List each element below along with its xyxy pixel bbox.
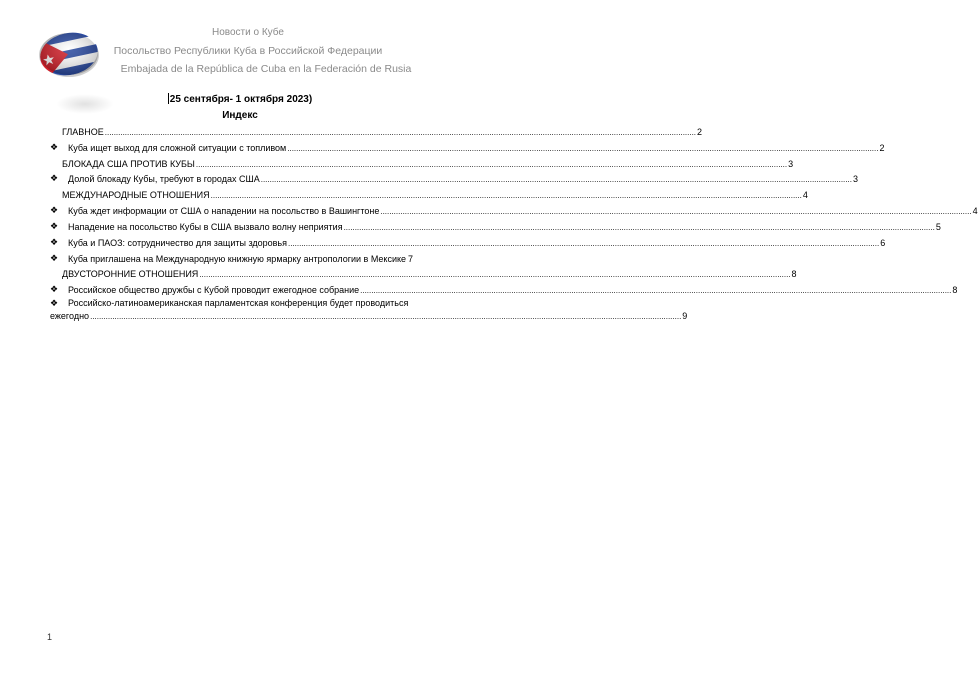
toc-section[interactable]: [62, 126, 703, 138]
header-embassy-ru: Посольство Республики Куба в Российской Федерации: [113, 45, 383, 57]
toc-label: Куба приглашена на Международную книжную ярмарку антропологии в Мексике: [68, 254, 407, 264]
header-embassy-es: Embajada de la República de Cuba en la Federación de Rusia: [120, 63, 412, 75]
toc-leader: ..........................................................................................................................................................................................................................................................................: [210, 191, 802, 200]
toc-leader: ..........................................................................................................................................................................................................................................................................: [288, 239, 880, 248]
toc-page: 8: [791, 269, 797, 279]
bullet-icon: ❖: [50, 253, 59, 263]
toc-page: 9: [682, 311, 688, 321]
toc-label: ГЛАВНОЕ: [62, 127, 104, 137]
toc-label: Куба и ПАОЗ: сотрудничество для защиты здоровья: [68, 238, 287, 248]
toc-item[interactable]: [50, 310, 688, 322]
toc-label: Куба ищет выход для сложной ситуации с топливом: [68, 143, 287, 153]
toc-item[interactable]: [68, 221, 941, 233]
toc-label-line2: ежегодно: [50, 311, 90, 321]
bullet-icon: ❖: [50, 284, 59, 294]
toc-leader: ..........................................................................................................................................................................................................................................................................: [199, 270, 791, 279]
toc-label: ДВУСТОРОННИЕ ОТНОШЕНИЯ: [62, 269, 199, 279]
toc-page: 2: [697, 127, 703, 137]
toc-page: 6: [880, 238, 886, 248]
index-title: Индекс: [222, 110, 258, 121]
toc-page: 3: [788, 159, 794, 169]
date-range-text: 25 сентября- 1 октября 2023): [169, 94, 313, 105]
bullet-icon: ❖: [50, 221, 59, 231]
toc-page: 4: [972, 206, 978, 216]
toc-section[interactable]: [62, 158, 794, 170]
toc-page: 4: [802, 190, 808, 200]
toc-item[interactable]: [68, 142, 885, 154]
toc-page: 8: [952, 285, 958, 295]
toc-leader: ..........................................................................................................................................................................................................................................................................: [360, 286, 952, 295]
toc-page: 5: [935, 222, 941, 232]
toc-item[interactable]: [68, 237, 886, 249]
bullet-icon: ❖: [50, 142, 59, 152]
toc-leader: ..........................................................................................................................................................................................................................................................................: [104, 128, 697, 137]
toc-label: Нападение на посольство Кубы в США вызвало волну неприятия: [68, 222, 343, 232]
bullet-icon: ❖: [50, 173, 59, 183]
footer-page-number: 1: [47, 632, 53, 642]
toc-label: МЕЖДУНАРОДНЫЕ ОТНОШЕНИЯ: [62, 190, 210, 200]
toc-page: 2: [879, 143, 885, 153]
toc-leader: ..........................................................................................................................................................................................................................................................................: [343, 223, 935, 232]
bullet-icon: ❖: [50, 205, 59, 215]
toc-item[interactable]: [68, 284, 958, 296]
header-title: Новости о Кубе: [212, 27, 284, 38]
toc-leader: ..........................................................................................................................................................................................................................................................................: [260, 175, 852, 184]
toc-item[interactable]: [68, 173, 858, 185]
toc-page: 3: [852, 174, 858, 184]
toc-leader: ..........................................................................................................................................................................................................................................................................: [380, 207, 972, 216]
text-cursor: [168, 93, 169, 104]
toc-leader: ..........................................................................................................................................................................................................................................................................: [287, 144, 879, 153]
toc-leader: ..........................................................................................................................................................................................................................................................................: [90, 312, 682, 321]
bullet-icon: ❖: [50, 298, 59, 308]
toc-page: 7: [408, 254, 414, 264]
toc-section[interactable]: [62, 189, 808, 201]
toc-label: БЛОКАДА США ПРОТИВ КУБЫ: [62, 159, 195, 169]
toc-label-line1[interactable]: Российско-латиноамериканская парламентская конференция будет проводиться: [68, 298, 409, 308]
toc-leader: ..........................................................................................................................................................................................................................................................................: [195, 160, 788, 169]
toc-section[interactable]: [62, 268, 797, 280]
toc-item[interactable]: [68, 205, 978, 217]
date-range: [0, 93, 480, 105]
toc-label: Куба ждет информации от США о нападении на посольство в Вашингтоне: [68, 206, 380, 216]
bullet-icon: ❖: [50, 237, 59, 247]
toc-label: Долой блокаду Кубы, требуют в городах США: [68, 174, 260, 184]
toc-item[interactable]: [68, 253, 446, 265]
toc-label: Российское общество дружбы с Кубой проводит ежегодное собрание: [68, 285, 360, 295]
